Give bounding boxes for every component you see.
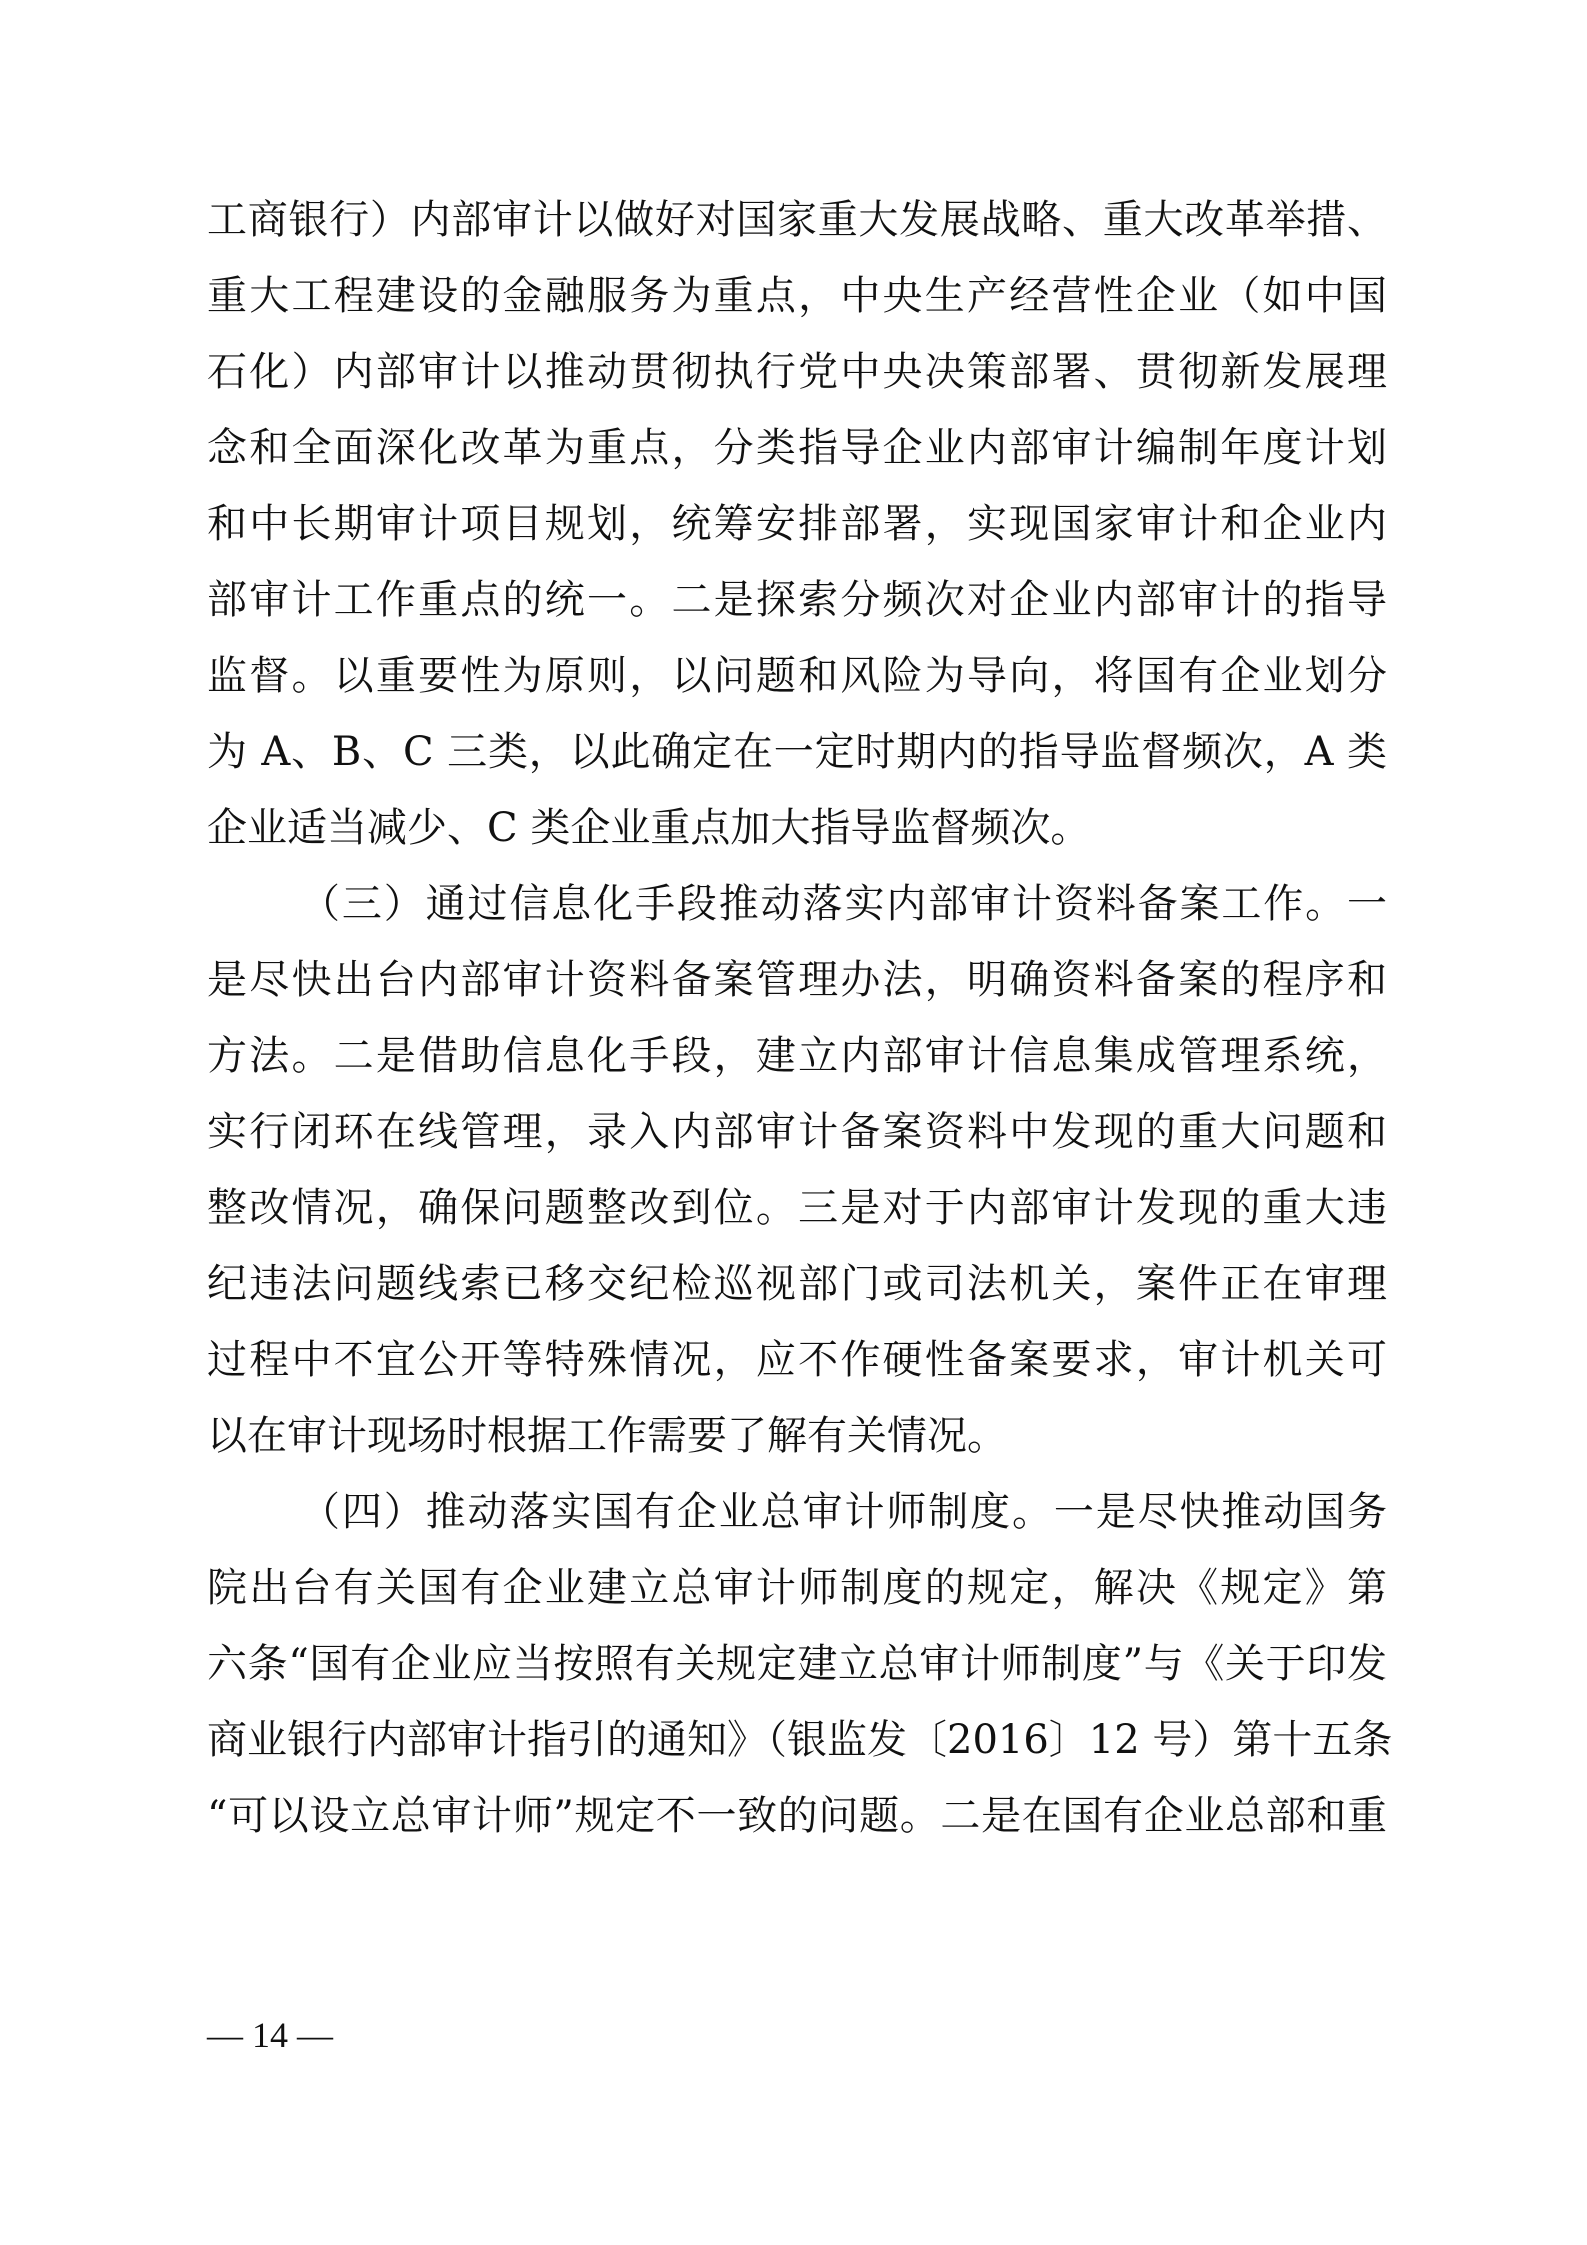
body-text-line: 实行闭环在线管理，录入内部审计备案资料中发现的重大问题和: [207, 1109, 1387, 1155]
section-heading-four: （四）推动落实国有企业总审计师制度。一是尽快推动国务: [300, 1489, 1387, 1535]
body-text-line: 企业适当减少、C 类企业重点加大指导监督频次。: [207, 805, 1091, 851]
section-heading-three: （三）通过信息化手段推动落实内部审计资料备案工作。一: [300, 881, 1387, 927]
body-text-line: 工商银行）内部审计以做好对国家重大发展战略、重大改革举措、: [207, 197, 1387, 243]
body-text-line: 纪违法问题线索已移交纪检巡视部门或司法机关，案件正在审理: [207, 1261, 1387, 1307]
body-text-line: 念和全面深化改革为重点，分类指导企业内部审计编制年度计划: [207, 425, 1387, 471]
body-text-line: 方法。二是借助信息化手段，建立内部审计信息集成管理系统，: [207, 1033, 1387, 1079]
body-text-line: 和中长期审计项目规划，统筹安排部署，实现国家审计和企业内: [207, 501, 1387, 547]
body-text-line: 以在审计现场时根据工作需要了解有关情况。: [207, 1413, 1007, 1459]
body-text-line: 是尽快出台内部审计资料备案管理办法，明确资料备案的程序和: [207, 957, 1387, 1003]
body-text-line: 部审计工作重点的统一。二是探索分频次对企业内部审计的指导: [207, 577, 1387, 623]
body-text-line: 重大工程建设的金融服务为重点，中央生产经营性企业（如中国: [207, 273, 1387, 319]
body-text-line: 六条“国有企业应当按照有关规定建立总审计师制度”与《关于印发: [207, 1641, 1387, 1687]
body-text-line: 为 A、B、C 三类，以此确定在一定时期内的指导监督频次，A 类: [207, 729, 1387, 775]
body-text-line: 石化）内部审计以推动贯彻执行党中央决策部署、贯彻新发展理: [207, 349, 1387, 395]
body-text-line: 商业银行内部审计指引的通知》（银监发〔2016〕12 号）第十五条: [207, 1717, 1393, 1763]
body-text-line: 过程中不宜公开等特殊情况，应不作硬性备案要求，审计机关可: [207, 1337, 1387, 1383]
body-text-line: “可以设立总审计师”规定不一致的问题。二是在国有企业总部和重: [207, 1793, 1387, 1839]
body-text-line: 整改情况，确保问题整改到位。三是对于内部审计发现的重大违: [207, 1185, 1387, 1231]
body-text-line: 院出台有关国有企业建立总审计师制度的规定，解决《规定》第: [207, 1565, 1387, 1611]
body-text-line: 监督。以重要性为原则，以问题和风险为导向，将国有企业划分: [207, 653, 1387, 699]
page-number: — 14 —: [207, 2015, 333, 2055]
